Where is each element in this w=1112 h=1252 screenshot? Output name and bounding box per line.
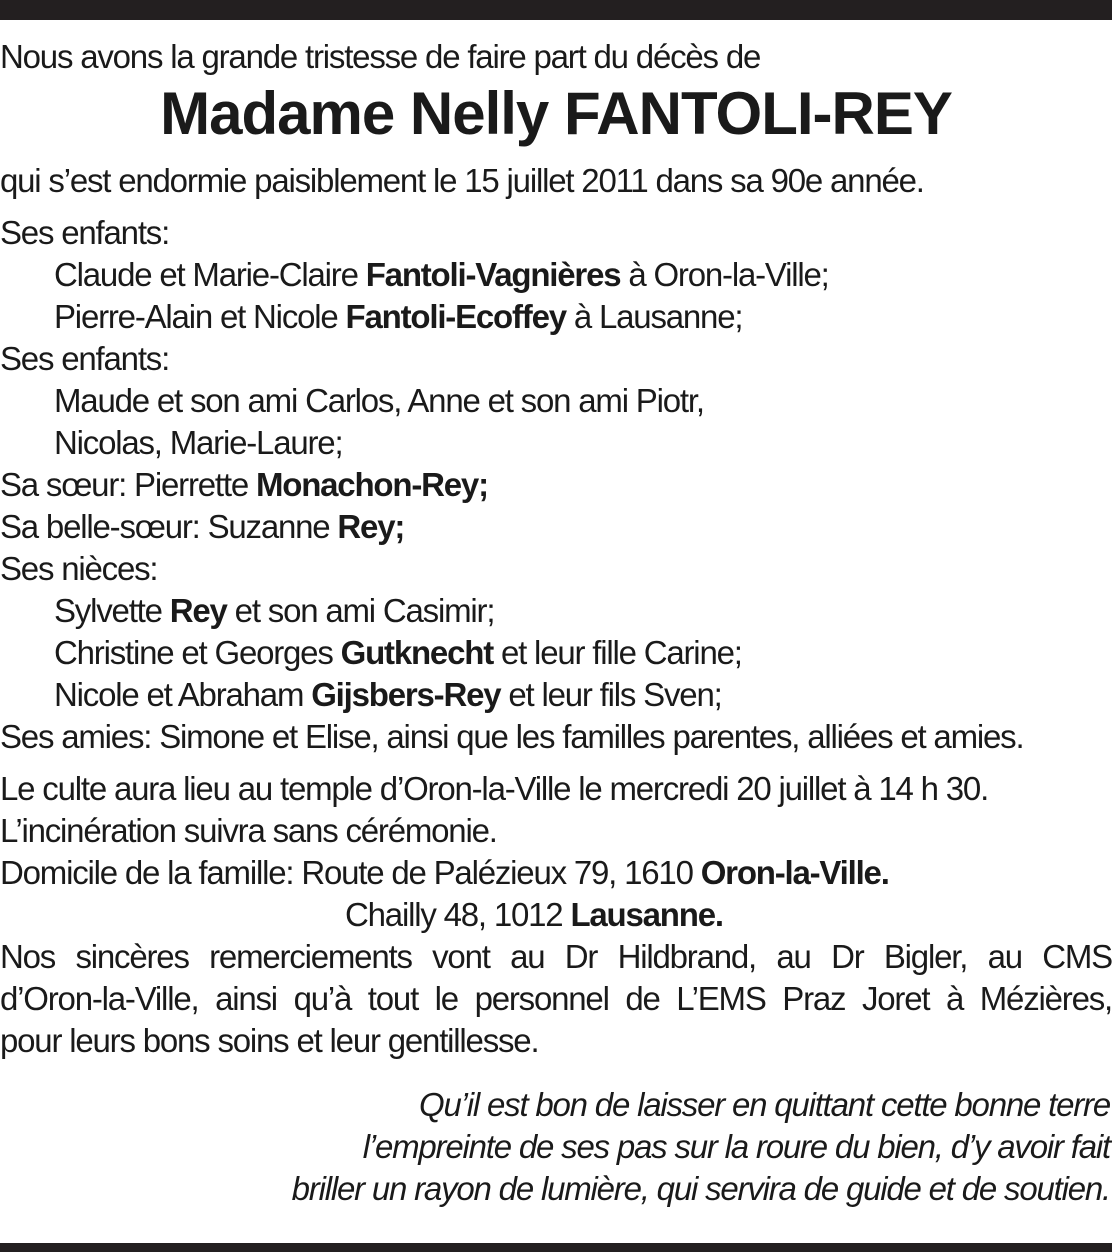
quote-line: Qu’il est bon de laisser en quittant cette bonne terre [419, 1086, 1110, 1123]
member-surname: Fantoli-Ecoffey [345, 298, 566, 335]
member-text: Sa sœur: Pierrette [0, 466, 256, 503]
family-member-line: Maude et son ami Carlos, Anne et son ami Piotr, [54, 382, 704, 419]
domicile-city: Lausanne. [570, 896, 723, 933]
sister-in-law-line [0, 506, 1112, 548]
cremation-text: L’incinération suivra sans cérémonie. [0, 812, 497, 849]
friends-line: Ses amies: Simone et Elise, ainsi que les familles parentes, alliées et amies. [0, 718, 1024, 755]
thanks-paragraph [0, 936, 1112, 1062]
member-text: Christine et Georges [54, 634, 341, 671]
family-member-line: Nicolas, Marie-Laure; [54, 424, 343, 461]
service-details [0, 768, 1112, 936]
domicile-city: Oron-la-Ville. [700, 854, 889, 891]
member-text: Sa belle-sœur: Suzanne [0, 508, 338, 545]
ceremony-text: Le culte aura lieu au temple d’Oron-la-Ville le mercredi 20 juillet à 14 h 30. [0, 770, 989, 807]
bottom-border-rule [0, 1243, 1112, 1252]
member-text: Nicole et Abraham [54, 676, 312, 713]
member-text: et leur fille Carine; [493, 634, 742, 671]
family-list [0, 212, 1112, 758]
deceased-name: Madame Nelly FANTOLI-REY [160, 80, 952, 147]
thanks-line: Nos sincères remerciements vont au Dr Hildbrand, au Dr Bigler, au CMS [0, 938, 1112, 975]
family-member-line [0, 674, 1112, 716]
member-text: et leur fils Sven; [500, 676, 722, 713]
intro-text: Nous avons la grande tristesse de faire part du décès de [0, 38, 761, 75]
domicile-line-2 [0, 894, 1112, 936]
closing-quote [0, 1084, 1112, 1210]
thanks-line: d’Oron-la-Ville, ainsi qu’à tout le personnel de L’EMS Praz Joret à Mézières, [0, 980, 1112, 1017]
member-text: à Lausanne; [565, 298, 743, 335]
member-text: Pierre-Alain et Nicole [54, 298, 346, 335]
member-surname: Fantoli-Vagnières [365, 256, 621, 293]
family-member-line [0, 296, 1112, 338]
member-surname: Gijsbers-Rey [311, 676, 501, 713]
member-surname: Rey; [337, 508, 405, 545]
thanks-line: pour leurs bons soins et leur gentillesse. [0, 1022, 539, 1059]
member-surname: Monachon-Rey; [255, 466, 488, 503]
grandchildren-label: Ses enfants: [0, 340, 170, 377]
member-text: et son ami Casimir; [226, 592, 495, 629]
quote-line: briller un rayon de lumière, qui servira de guide et de soutien. [291, 1170, 1110, 1207]
domicile-text: Domicile de la famille: Route de Palézieux 79, 1610 [0, 854, 701, 891]
top-border-rule [0, 0, 1112, 20]
sister-line [0, 464, 1112, 506]
children-label: Ses enfants: [0, 214, 170, 251]
member-text: Sylvette [54, 592, 170, 629]
member-text: Claude et Marie-Claire [54, 256, 366, 293]
domicile-line [0, 852, 1112, 894]
member-text: à Oron-la-Ville; [620, 256, 829, 293]
nieces-label: Ses nièces: [0, 550, 158, 587]
passing-text: qui s’est endormie paisiblement le 15 juillet 2011 dans sa 90e année. [0, 162, 924, 199]
family-member-line [0, 590, 1112, 632]
domicile-text: Chailly 48, 1012 [345, 896, 571, 933]
quote-line: l’empreinte de ses pas sur la roure du bien, d’y avoir fait [362, 1128, 1110, 1165]
family-member-line [0, 632, 1112, 674]
member-surname: Rey [169, 592, 227, 629]
family-member-line [0, 254, 1112, 296]
member-surname: Gutknecht [340, 634, 493, 671]
obituary-notice [0, 36, 1112, 1210]
